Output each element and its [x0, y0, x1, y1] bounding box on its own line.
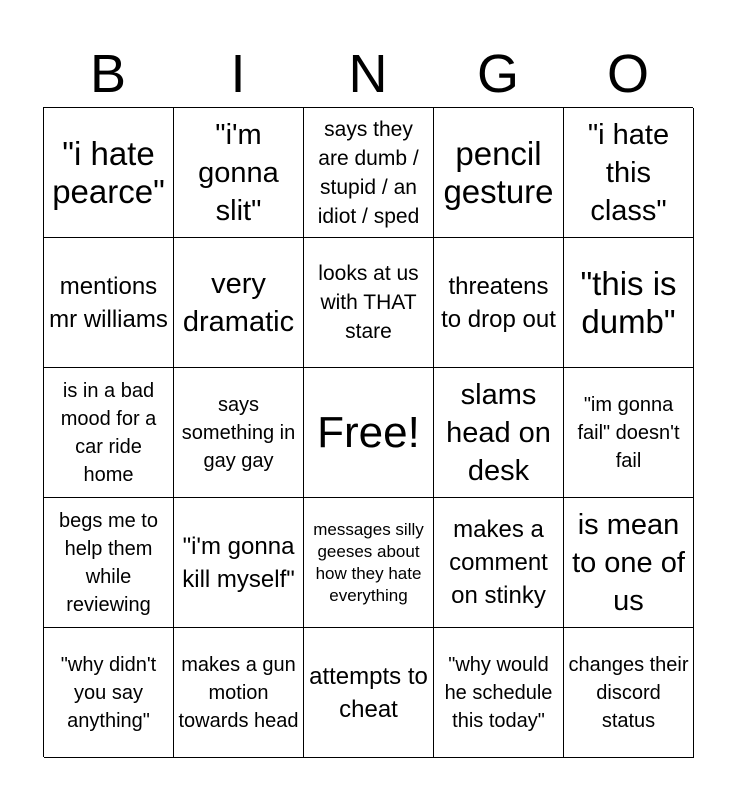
bingo-cell[interactable]: [304, 238, 434, 368]
cell-text: "i'm gonna kill myself": [182, 532, 295, 593]
bingo-cell[interactable]: [304, 108, 434, 238]
cell-text: very dramatic: [182, 267, 295, 338]
cell-text: messages silly geeses about how they hate everything: [313, 519, 424, 605]
header-letter-o: O: [606, 44, 649, 104]
cell-text: begs me to help them while reviewing: [59, 509, 158, 616]
bingo-cell[interactable]: [434, 498, 564, 628]
cell-text: is mean to one of us: [572, 508, 685, 617]
cell-text: makes a comment on stinky: [449, 516, 548, 609]
bingo-grid: [43, 107, 693, 757]
bingo-cell[interactable]: [434, 368, 564, 498]
bingo-cell[interactable]: [174, 498, 304, 628]
bingo-cell[interactable]: [174, 108, 304, 238]
cell-text: is in a bad mood for a car ride home: [60, 379, 157, 486]
cell-text: changes their discord status: [568, 653, 689, 732]
cell-text: "i hate pearce": [52, 134, 165, 210]
cell-text: slams head on desk: [446, 378, 551, 487]
cell-text: "why didn't you say anything": [60, 653, 157, 732]
cell-text: makes a gun motion towards head: [178, 653, 299, 732]
bingo-cell[interactable]: [44, 368, 174, 498]
bingo-cell[interactable]: [304, 498, 434, 628]
bingo-cell[interactable]: [434, 238, 564, 368]
bingo-header: [43, 40, 693, 108]
bingo-cell[interactable]: [44, 238, 174, 368]
bingo-cell[interactable]: [44, 108, 174, 238]
bingo-cell[interactable]: [564, 108, 694, 238]
bingo-cell[interactable]: [44, 498, 174, 628]
bingo-cell[interactable]: [174, 238, 304, 368]
bingo-cell[interactable]: [564, 368, 694, 498]
bingo-cell[interactable]: [174, 368, 304, 498]
cell-text: "this is dumb": [580, 264, 677, 340]
cell-text: looks at us with THAT stare: [318, 262, 419, 343]
cell-text: says something in gay gay: [181, 393, 296, 472]
bingo-cell[interactable]: [174, 628, 304, 758]
bingo-cell[interactable]: [434, 108, 564, 238]
bingo-cell[interactable]: [44, 628, 174, 758]
cell-text: pencil gesture: [443, 134, 554, 210]
header-letter-i: I: [230, 44, 246, 104]
cell-text: mentions mr williams: [49, 272, 168, 333]
cell-text: "i'm gonna slit": [198, 118, 279, 227]
cell-text: "why would he schedule this today": [444, 653, 553, 732]
header-letter-n: N: [348, 44, 388, 104]
bingo-cell[interactable]: [434, 628, 564, 758]
cell-text: says they are dumb / stupid / an idiot / sped: [317, 117, 420, 228]
bingo-cell[interactable]: [304, 628, 434, 758]
cell-text: "i hate this class": [587, 118, 670, 227]
free-space-text: Free!: [317, 407, 420, 457]
header-letter-b: B: [89, 44, 127, 104]
free-space-cell[interactable]: [304, 368, 434, 498]
cell-text: attempts to cheat: [309, 662, 428, 723]
cell-text: threatens to drop out: [441, 272, 556, 333]
cell-text: "im gonna fail" doesn't fail: [577, 393, 680, 472]
header-letter-g: G: [476, 44, 519, 104]
bingo-cell[interactable]: [564, 238, 694, 368]
bingo-cell[interactable]: [564, 628, 694, 758]
bingo-cell[interactable]: [564, 498, 694, 628]
